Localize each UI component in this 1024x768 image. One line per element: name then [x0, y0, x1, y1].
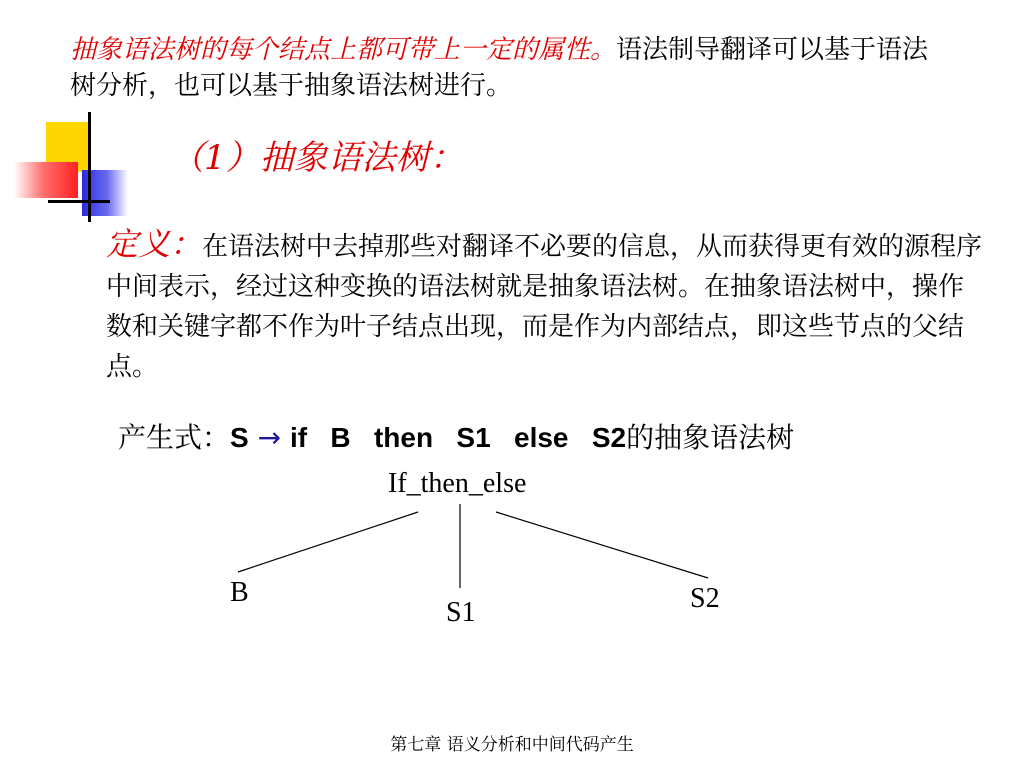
intro-highlight: 抽象语法树的每个结点上都可带上一定的属性。 [70, 35, 617, 65]
tree-node-s1: S1 [446, 597, 476, 628]
slide-footer: 第七章 语义分析和中间代码产生 [390, 735, 634, 755]
tree-node-root: If_then_else [388, 468, 527, 499]
tree-node-s2: S2 [690, 583, 720, 614]
production-arrow: → [257, 421, 282, 454]
tree-node-b: B [230, 577, 249, 608]
edge-root-s2 [496, 512, 708, 578]
production-suffix: 的抽象语法树 [626, 421, 795, 454]
intro-rest: 语法制导翻译可以基于语法树分析，也可以基于抽象语法树进行。 [70, 35, 929, 101]
production-lhs: S [230, 422, 249, 453]
production-rhs: if B then S1 else S2 [289, 422, 627, 453]
definition-text: 在语法树中去掉那些对翻译不必要的信息，从而获得更有效的源程序中间表示，经过这种变换的语法树就是抽象语法树。在抽象语法树中，操作数和关键字都不作为叶子结点出现，而是作为内部结点，即这些节点的父结点。 [106, 232, 983, 382]
section-title: （1）抽象语法树： [170, 138, 464, 178]
production-prefix: 产生式： [118, 421, 231, 454]
edge-root-b [238, 512, 418, 572]
definition-label: 定义： [106, 225, 203, 263]
